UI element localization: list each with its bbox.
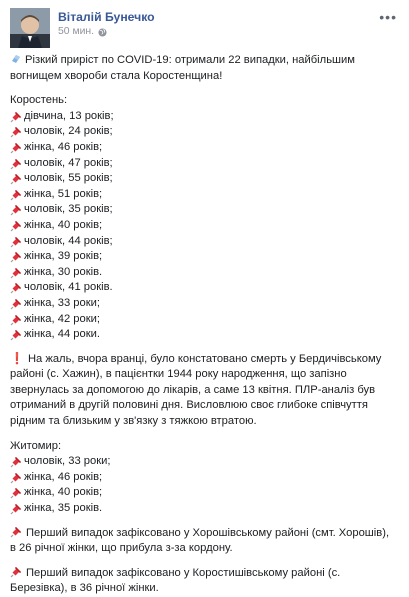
headline-paragraph [10,53,397,84]
post-body [10,53,397,597]
globe-icon [98,28,107,37]
death-note-text: На жаль, вчора вранці, було констатовано смерть у Бердичівському районі (с. Хажин), в пацієнтки 1944 року народження, що запізно звернулась за допомогою до лікарів, а саме 13 квітня. ПЛР-аналіз був отриманий в другій половині дня. Висловлюю своє глибоке співчуття рідним та близьким у зв'язку з тяжкою втратою. [10,352,382,428]
case-item [10,470,397,486]
pushpin-icon [10,204,22,216]
case-item [10,234,397,250]
case-item [10,156,397,172]
case-item-text: чоловік, 55 років; [24,172,113,185]
post-meta [58,8,155,39]
pushpin-icon [10,503,22,515]
case-list-zhytomyr [10,454,397,516]
pushpin-icon [10,282,22,294]
case-list-korosten [10,109,397,343]
post-options-button[interactable]: ••• [379,9,397,25]
pushpin-icon [10,314,22,326]
case-item [10,454,397,470]
case-item-text: чоловік, 24 років; [24,125,113,138]
case-item [10,249,397,265]
case-item [10,327,397,343]
exclamation-icon: ❗ [10,352,24,365]
case-item [10,280,397,296]
pushpin-icon [10,142,22,154]
pushpin-icon [10,298,22,310]
case-item-text: жінка, 44 роки. [24,328,100,341]
pushpin-icon [10,329,22,341]
note-2 [10,566,397,597]
case-item [10,124,397,140]
case-item [10,171,397,187]
group-zhytomyr [10,439,397,517]
case-item-text: чоловік, 44 років; [24,234,113,247]
case-item-text: жінка, 40 років; [24,486,103,499]
group-city-korosten: Коростень: [10,94,68,107]
case-item-text: жінка, 40 років; [24,218,103,231]
case-item [10,218,397,234]
case-item-text: жінка, 33 роки; [24,296,100,309]
note-2-text: Перший випадок зафіксовано у Коростишівському районі (с. Березівка), в 36 річної жінки. [10,566,341,595]
group-city-zhytomyr: Житомир: [10,439,62,452]
case-item [10,265,397,281]
case-item [10,501,397,517]
case-item [10,485,397,501]
case-item-text: жінка, 51 років; [24,187,103,200]
headline-text: Різкий приріст по COVID-19: отримали 22 випадки, найбільшим вогнищем хвороби стала Коростенщина! [10,54,355,82]
case-item [10,140,397,156]
case-item-text: чоловік, 33 роки; [24,455,111,468]
pushpin-icon [10,158,22,170]
group-korosten [10,93,397,343]
author-avatar[interactable] [10,8,50,48]
pushpin-icon [10,526,22,538]
pushpin-icon [10,251,22,263]
pushpin-icon [10,267,22,279]
case-item-text: жінка, 46 років; [24,470,103,483]
case-item [10,187,397,203]
note-1-text: Перший випадок зафіксовано у Хорошівському районі (смт. Хорошів), в 26 річної жінки, що прибула з-за кордону. [10,526,390,555]
pushpin-icon [10,220,22,232]
pushpin-icon [10,566,22,578]
pushpin-icon [10,126,22,138]
post-header [10,8,397,48]
post-timestamp [58,25,155,39]
case-item-text: чоловік, 47 років; [24,156,113,169]
pushpin-icon [10,472,22,484]
case-item [10,296,397,312]
case-item-text: чоловік, 41 років. [24,281,113,294]
case-item-text: жінка, 30 років. [24,265,103,278]
pushpin-icon [10,111,22,123]
case-item-text: жінка, 39 років; [24,250,103,263]
pushpin-icon [10,487,22,499]
death-paragraph [10,352,397,430]
case-item-text: чоловік, 35 років; [24,203,113,216]
avatar-image [10,8,50,48]
pushpin-icon [10,456,22,468]
case-item-text: жінка, 35 років. [24,502,103,515]
case-item [10,109,397,125]
pushpin-icon [10,173,22,185]
timestamp-text[interactable]: 50 мин. [58,26,95,37]
note-1 [10,526,397,557]
case-item-text: дівчина, 13 років; [24,109,114,122]
pushpin-icon [10,189,22,201]
case-item [10,312,397,328]
author-name[interactable]: Віталій Бунечко [58,10,155,24]
pushpin-icon [10,236,22,248]
snowflake-pill-icon [10,53,22,65]
case-item [10,202,397,218]
case-item-text: жінка, 46 років; [24,140,103,153]
case-item-text: жінка, 42 роки; [24,312,100,325]
